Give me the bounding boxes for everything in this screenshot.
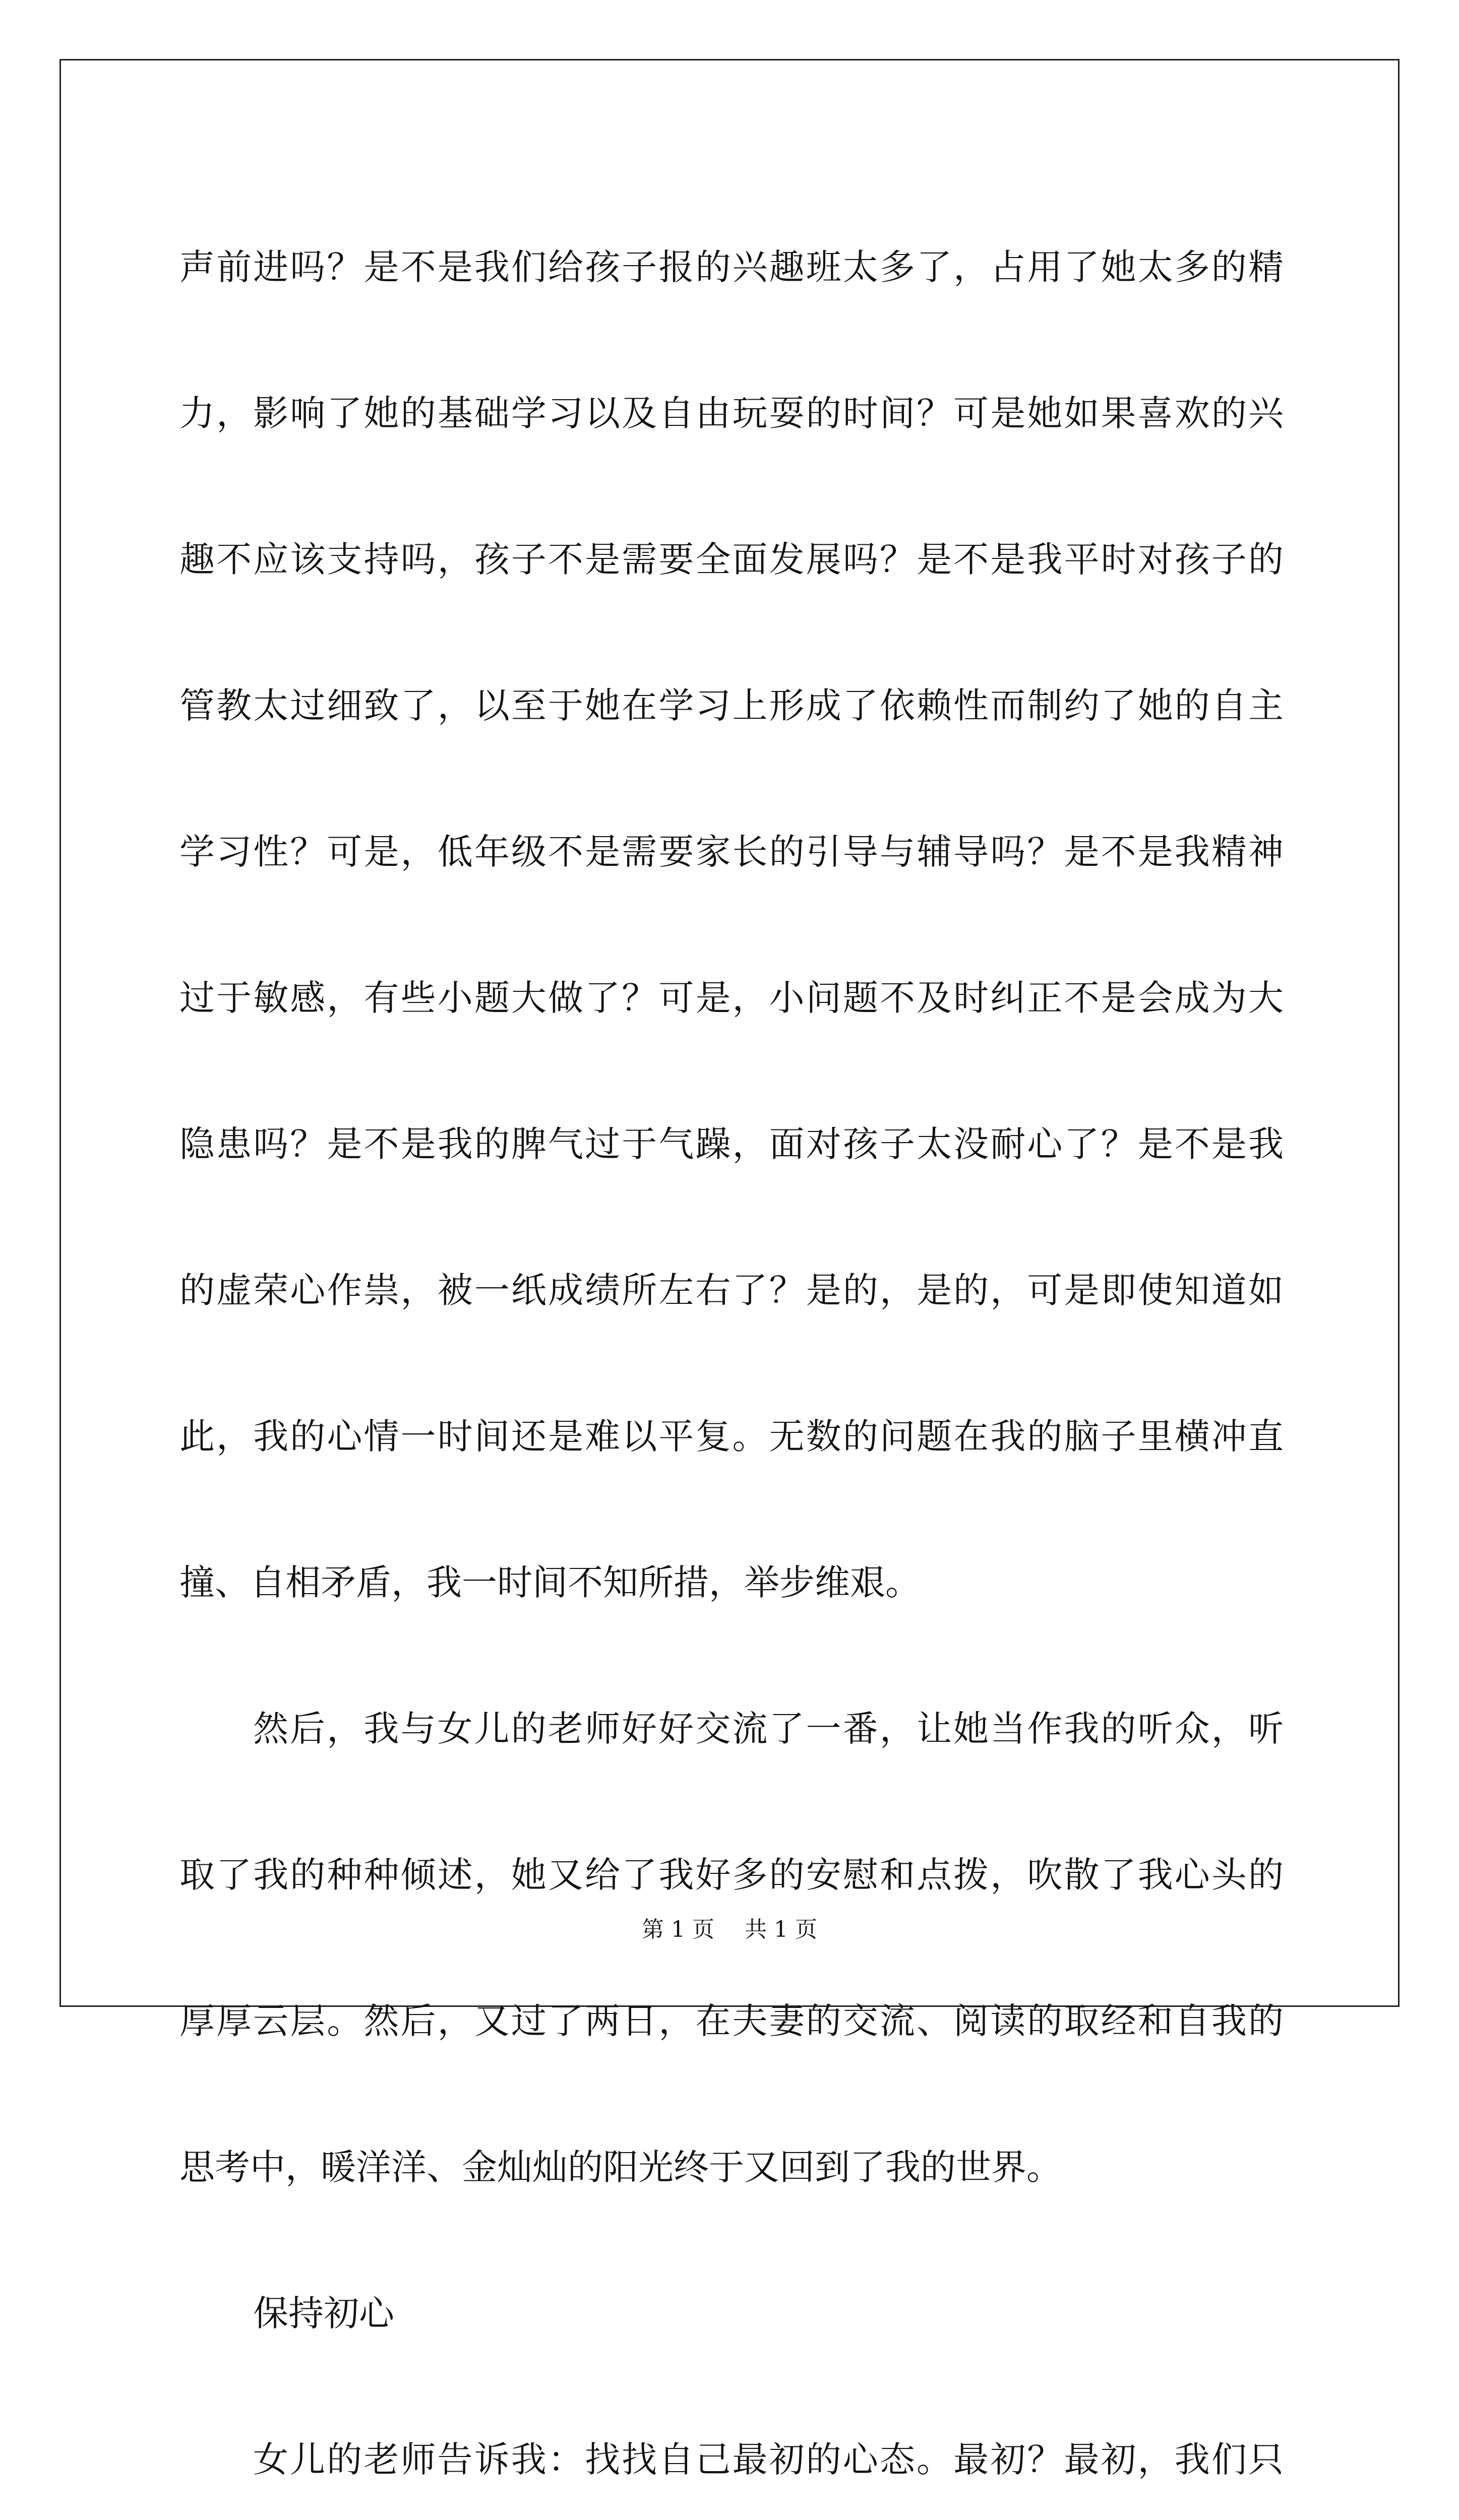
page-footer [0,1911,1459,1943]
text-line: 撞、自相矛盾，我一时间不知所措，举步维艰。 [179,1562,921,1603]
text-line: 厚厚云层。然后，又过了两日，在夫妻的交流、阅读的取经和自我的 [179,2000,1284,2042]
text-line: 隐患吗？是不是我的脾气过于气躁，面对孩子太没耐心了？是不是我 [179,1123,1284,1165]
text-line: 取了我的种种倾述，她又给了我好多的安慰和点拨，吹散了我心头的 [179,1854,1284,1896]
document-body [179,194,1284,2520]
section-heading: 保持初心 [253,2293,394,2334]
text-line: 思考中，暖洋洋、金灿灿的阳光终于又回到了我的世界。 [179,2147,1062,2188]
page-number: 第 1 页 [642,1917,714,1942]
text-line: 趣不应该支持吗，孩子不是需要全面发展吗？是不是我平时对孩子的 [179,539,1284,580]
text-line: 管教太过细致了，以至于她在学习上形成了依赖性而制约了她的自主 [179,685,1284,726]
text-line: 声前进吗？是不是我们给孩子报的兴趣班太多了，占用了她太多的精 [179,246,1284,288]
text-line: 女儿的老师告诉我：找找自己最初的心态。最初？最初，我们只 [253,2439,1284,2480]
text-line: 此，我的心情一时间还是难以平复。无数的问题在我的脑子里横冲直 [179,1416,1284,1457]
text-line: 过于敏感，有些小题大做了？可是，小问题不及时纠正不是会成为大 [179,977,1284,1019]
page-total: 共 1 页 [745,1917,817,1942]
text-line: 学习性？可是，低年级不是需要家长的引导与辅导吗？是不是我精神 [179,831,1284,872]
text-line: 力，影响了她的基础学习以及自由玩耍的时间？可是她如果喜欢的兴 [179,393,1284,434]
text-line: 然后，我与女儿的老师好好交流了一番，让她当作我的听众，听 [253,1708,1284,1749]
text-line: 的虚荣心作祟，被一纸成绩所左右了？是的，是的，可是即使知道如 [179,1270,1284,1311]
